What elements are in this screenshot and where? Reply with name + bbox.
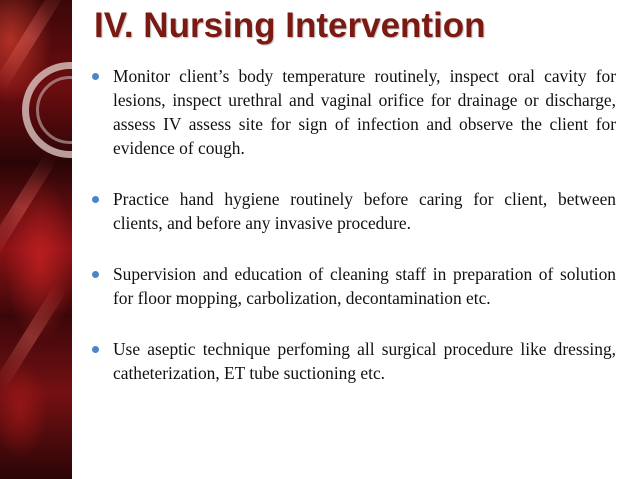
bullet-item [92,262,616,310]
bullet-list [92,64,616,385]
bullet-marker-icon [92,346,99,353]
bullet-text: Use aseptic technique perfoming all surgical procedure like dressing, catheterization, ET tube suctioning etc. [113,339,616,383]
bullet-marker-icon [92,73,99,80]
bullet-text: Monitor client’s body temperature routinely, inspect oral cavity for lesions, inspect urethral and vaginal orifice for drainage or discharge, assess IV assess site for sign of infection and observe the client for evidence of cough. [113,66,616,158]
decorative-side-panel [0,0,72,479]
slide-title: IV. Nursing Intervention [94,6,486,45]
bullet-text: Practice hand hygiene routinely before caring for client, between clients, and before any invasive procedure. [113,189,616,233]
bullet-text: Supervision and education of cleaning staff in preparation of solution for floor mopping, carbolization, decontamination etc. [113,264,616,308]
bullet-marker-icon [92,271,99,278]
bullet-marker-icon [92,196,99,203]
bullet-item [92,187,616,235]
bullet-item [92,64,616,160]
bullet-item [92,337,616,385]
